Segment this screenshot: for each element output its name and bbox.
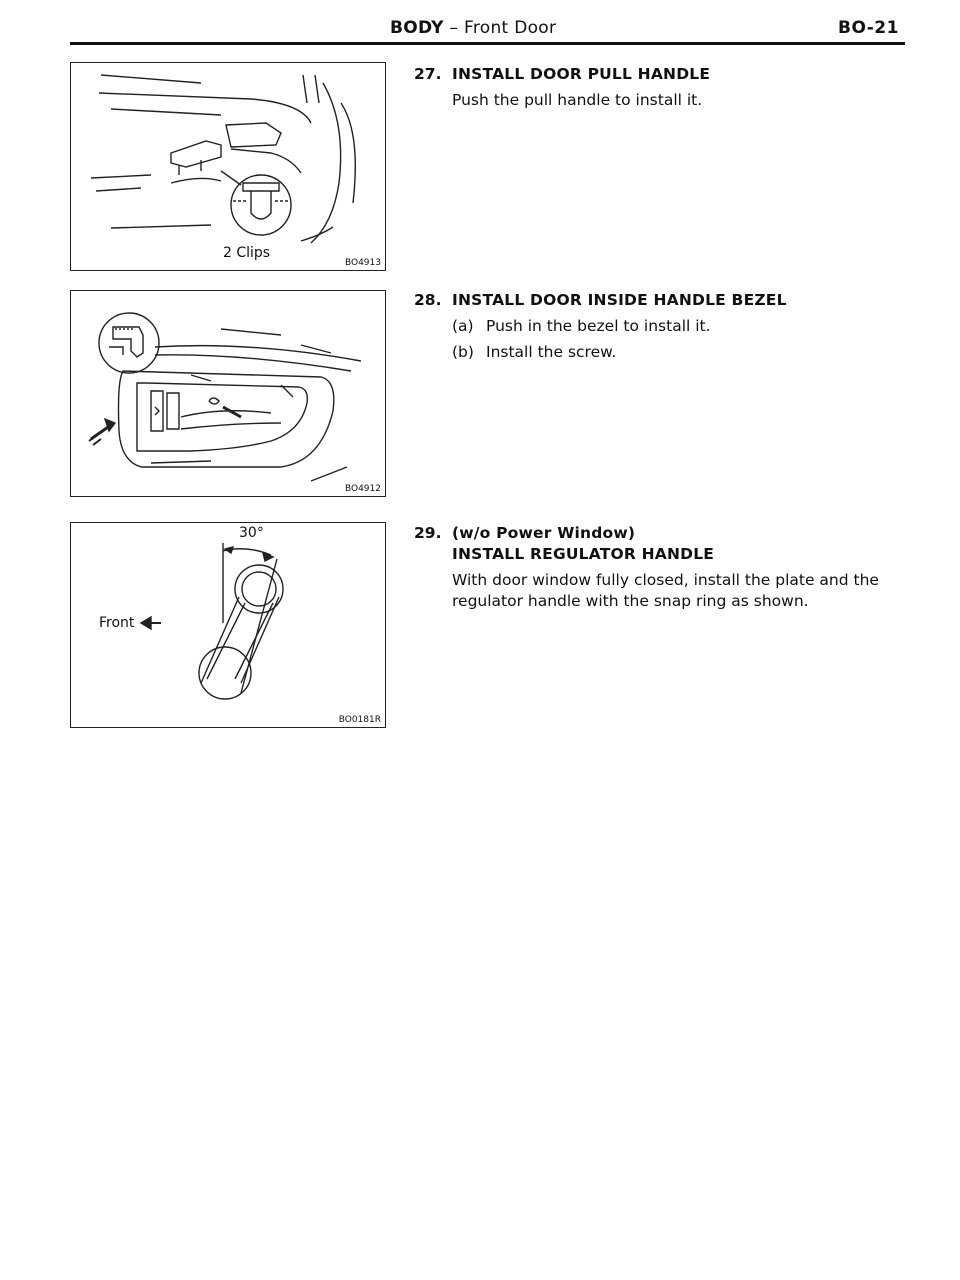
page-header-title [390, 18, 556, 38]
figure-code: BO0181R [338, 715, 381, 725]
figure-door-pull-handle [70, 62, 386, 271]
step-title: INSTALL REGULATOR HANDLE [452, 545, 715, 563]
figure-code: BO4912 [344, 484, 381, 494]
figure-inside-handle-bezel [70, 290, 386, 497]
step-instruction: Push the pull handle to install it. [452, 91, 703, 109]
header-divider [70, 42, 905, 45]
inside-handle-bezel-illustration [71, 291, 387, 498]
door-pull-handle-illustration [71, 63, 387, 272]
section-name: BODY [390, 18, 444, 38]
substep-mark: (a) [452, 317, 474, 335]
front-direction-label: Front [99, 615, 135, 631]
substep-b [452, 342, 904, 363]
step-condition: (w/o Power Window) [452, 524, 636, 542]
step-29 [414, 523, 904, 612]
step-title: INSTALL DOOR INSIDE HANDLE BEZEL [452, 291, 787, 309]
substep-text: Push in the bezel to install it. [486, 317, 711, 335]
figure-regulator-handle [70, 522, 386, 728]
header-separator: – [443, 18, 465, 38]
step-27 [414, 64, 904, 111]
step-28 [414, 290, 904, 363]
step-number: 27. [414, 65, 442, 83]
angle-label: 30° [239, 525, 264, 541]
step-instruction: With door window fully closed, install the plate and the regulator handle with the snap ring as shown. [452, 571, 879, 610]
step-number: 28. [414, 291, 442, 309]
figure-label-clips: 2 Clips [223, 245, 271, 261]
substep-a [452, 316, 904, 337]
substep-mark: (b) [452, 343, 474, 361]
page-code: BO-21 [838, 18, 899, 38]
section-subtitle: Front Door [464, 18, 557, 38]
substep-text: Install the screw. [486, 343, 617, 361]
step-title: INSTALL DOOR PULL HANDLE [452, 65, 711, 83]
step-number: 29. [414, 524, 442, 542]
figure-code: BO4913 [344, 258, 381, 268]
